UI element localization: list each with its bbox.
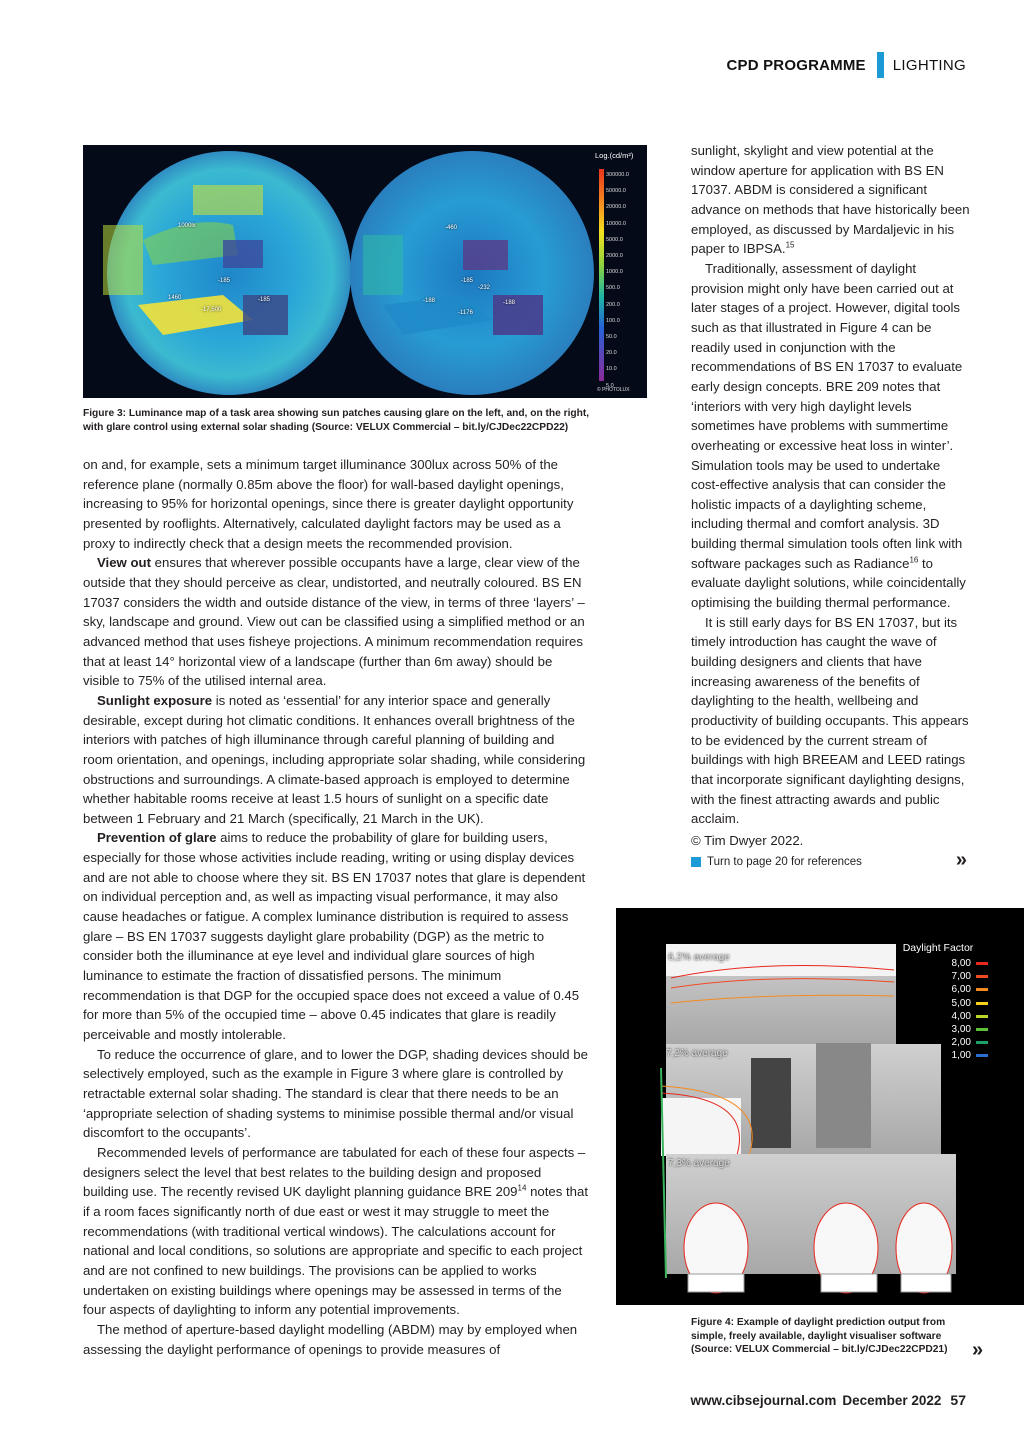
reference-superscript: 14 [517,1183,527,1193]
fig3-legend-value: 50.0 [606,334,617,341]
legend-row [888,1010,988,1023]
fig3-legend-title: Log.(cd/m²) [595,151,634,160]
fig3-legend-value: 50000.0 [606,188,626,195]
fig3-legend-value: 20000.0 [606,204,626,211]
paragraph-text: Traditionally, assessment of daylight provision might only have been carried out at later stages of a project. However, digital tools such as that illustrated in Figure 4 can be readily used in conjunction with the recommendations of BS EN 17037 to evaluate early design concepts. BRE 209 notes that ‘interiors with very high daylight levels sometimes have problems with summertime overheating or excessive heat loss in winter’. Simulation tools may be used to undertake cost-effective analysis that can consider the holistic impacts of a daylighting scheme, including thermal and comfort analysis. 3D building thermal simulation tools often link with software packages such as Radiance [691,260,963,571]
copyright: © Tim Dwyer 2022. [691,832,804,848]
paragraph [83,691,588,829]
fig3-right-label: -232 [478,285,491,291]
paragraph-text: aims to reduce the probability of glare for building users, especially for those whose activities include reading, writing or using display devices and are not able to choose where they sit. BS EN 17037 notes that glare is dependent on individual perception and, as well as impacting visual performance, it may also cause headaches or fatigue. A complex luminance distribution is required to assess glare – BS EN 17037 suggests daylight glare probability (DGP) as the metric to consider both the illuminance at eye level and individual glare sources of high luminance to estimate the fraction of dissatisfied persons. The minimum recommendation is that DGP for the occupied space does not exceed a value of 0.45 for more than 5% of the occupied time – above 0.45 indicates that glare is readily perceivable and mostly intolerable. [83,830,586,1043]
website-url[interactable]: www.cibsejournal.com [690,1393,837,1408]
double-chevron-right-icon[interactable]: » [955,848,967,871]
paragraph: To reduce the occurrence of glare, and to lower the DGP, shading devices should be selectively employed, such as the example in Figure 3 where glare is controlled by retractable external solar shading. The standard is clear that there needs to be an ‘appropriate selection of shading systems to minimise possible thermal and/or visual discomfort to the occupants’. [83,1046,588,1141]
fig3-legend-value: 200.0 [606,301,620,308]
legend-swatch [976,1015,988,1018]
legend-value: 8,00 [951,958,971,970]
legend-swatch [976,1002,988,1005]
paragraph: The method of aperture-based daylight modelling (ABDM) may by employed when assessing the daylight performance of openings to provide measures of [83,1321,578,1357]
paragraph [83,828,588,1044]
legend-swatch [976,1054,988,1057]
paragraph-text: sunlight, skylight and view potential at the window aperture for application with BS EN 17037. ABDM is considered a significant advance on methods that have historically been employed, as discussed by Mardaljevic in his paper to IBPSA. [691,143,970,257]
average-label: 7,3% average [668,1158,730,1169]
section-label: CPD PROGRAMME [726,56,866,74]
issue-date: December 2022 [842,1393,942,1408]
fig3-legend [606,167,629,394]
legend-title: Daylight Factor [902,942,974,954]
legend-row [888,970,988,983]
fig3-right-label: -1176 [458,310,473,316]
reference-superscript: 15 [785,240,795,250]
paragraph-text: to evaluate daylight solutions, while coincidentally optimising the building thermal performance. [691,555,966,611]
fig3-legend-value: 5.0 [606,382,614,389]
subheading: Prevention of glare [97,830,217,846]
subheading: View out [97,555,151,571]
references-text: Turn to page 20 for references [707,855,862,868]
page-header [726,52,966,78]
figure-4-daylight-factor-map [616,908,1024,1305]
fig3-legend-value: 2000.0 [606,253,623,260]
legend-row [888,957,988,970]
paragraph-text: ensures that wherever possible occupants have a large, clear view of the outside that they should perceive as clear, undistorted, and neutrally coloured. BS EN 17037 considers the width and outside distance of the view, in terms of three ‘layers’ – sky, landscape and ground. View out can be classified using a simplified method or an advanced method that uses fisheye projections. A minimum recommendation requires that at least 14° horizontal view of a landscape (further than 6m away) should be visible to 75% of the utilised internal area. [83,555,585,689]
legend-value: 6,00 [951,984,971,996]
paragraph: on and, for example, sets a minimum target illuminance 300lux across 50% of the reference plane (normally 0.85m above the floor) for wall-based daylight openings, increasing to 95% for horizontal openings, since there is greater daylight opportunity presented by rooflights. Alternatively, calculated daylight factors may be used as a proxy to indirectly check that a design meets the recommended provision. [83,457,574,551]
legend-row [888,983,988,996]
legend-value: 2,00 [951,1037,971,1049]
paragraph: It is still early days for BS EN 17037, but its timely introduction has caught the wave of building designers and clients that have increasing awareness of the benefits of daylighting to the health, wellbeing and productivity of building occupants. This appears to be evidenced by the current stream of buildings with high BREEAM and LEED ratings that incorporate significant daylighting designs, with the finest attracting awards and public acclaim. [691,614,969,827]
fig3-left-label: -185 [218,278,231,284]
legend-value: 1,00 [951,1050,971,1062]
topic-label: LIGHTING [892,56,966,74]
paragraph [83,553,588,691]
fig3-legend-value: 500.0 [606,285,620,292]
paragraph [691,259,971,613]
fig3-legend-value: 300000.0 [606,172,629,178]
fig3-right-label: -185 [461,278,474,284]
fig3-right-label: -460 [445,225,458,231]
fig3-left-label: -185 [258,297,271,303]
fig3-legend-value: 1000.0 [606,269,623,276]
daylight-factor-legend [888,942,988,1063]
paragraph-text: notes that if a room faces significantly north of due east or west it may struggle to meet the recommendations (with traditional vertical windows). The calculations account for national and local conditions, so solutions are appropriate and specific to each project and are not confined to new buildings. The provisions can be applied to works undertaken on existing buildings where openings may be assessed in terms of the four aspects of daylighting to inform any potential improvements. [83,1184,588,1318]
figure-4-caption: Figure 4: Example of daylight prediction output from simple, freely available, daylight visualiser software (Source: VELUX Commercial – bit.ly/CJDec22CPD21) [691,1317,948,1355]
left-column [83,455,588,1359]
paragraph-text: Recommended levels of performance are tabulated for each of these four aspects – designers select the level that best relates to the building design and proposed building use. The recently revised UK daylight planning guidance BRE 209 [83,1144,586,1200]
fig3-credit: © PHOTOLUX [597,387,630,393]
figure-3-image [83,145,647,398]
fig3-left-label: 1000lx [178,223,196,229]
fig3-legend-value: 10.0 [606,366,617,373]
average-label: 6,2% average [668,952,730,963]
legend-value: 7,00 [951,971,971,983]
figure-3-luminance-map [83,145,647,398]
legend-value: 4,00 [951,1010,971,1022]
legend-swatch [976,962,988,965]
fig3-legend-values [606,167,629,394]
legend-value: 5,00 [951,997,971,1009]
legend-row [888,1036,988,1049]
average-label: 7,2% average [666,1048,728,1059]
legend-row [888,1049,988,1062]
fig3-legend-value: 5000.0 [606,236,623,243]
reference-superscript: 16 [909,555,919,565]
header-divider [877,52,884,78]
fig3-legend-value: 20.0 [606,350,617,357]
legend-value: 3,00 [951,1024,971,1036]
figure-3-caption: Figure 3: Luminance map of a task area showing sun patches causing glare on the left, and, on the right, with glare control using external solar shading (Source: VELUX Commercial – bit.ly/CJDec22CPD22) [83,408,590,433]
fig3-legend-value: 10000.0 [606,220,626,227]
fig3-right-label: -188 [503,300,516,306]
legend-swatch [976,1041,988,1044]
fig3-right-label: -188 [423,298,436,304]
references-link[interactable] [691,848,971,873]
legend-swatch [976,1028,988,1031]
fig3-left-label: -17,500 [201,307,222,313]
legend-swatch [976,975,988,978]
right-column [691,141,971,872]
page-number: 57 [950,1392,966,1408]
paragraph [83,1143,588,1320]
subheading: Sunlight exposure [97,692,213,708]
square-bullet-icon [691,857,701,867]
page-footer [691,1392,966,1408]
legend-row [888,997,988,1010]
legend-row [888,1023,988,1036]
paragraph-text: is noted as ‘essential’ for any interior space and generally desirable, except during hot climatic conditions. It enhances overall brightness of the interiors with patches of high illuminance through careful planning of building and room orientation, and openings, including appropriate solar shading, while considering obstructions and surroundings. A climate-based approach is employed to determine whether habitable rooms receive at least 1.5 hours of sunlight on a specific date between 1 February and 21 March (specifically, 21 March in the UK). [83,692,586,826]
fig3-left-label: 1460 [168,295,182,301]
double-chevron-right-icon[interactable]: » [972,1339,984,1361]
legend-swatch [976,988,988,991]
fig3-legend-value: 100.0 [606,317,620,324]
paragraph [691,141,971,259]
